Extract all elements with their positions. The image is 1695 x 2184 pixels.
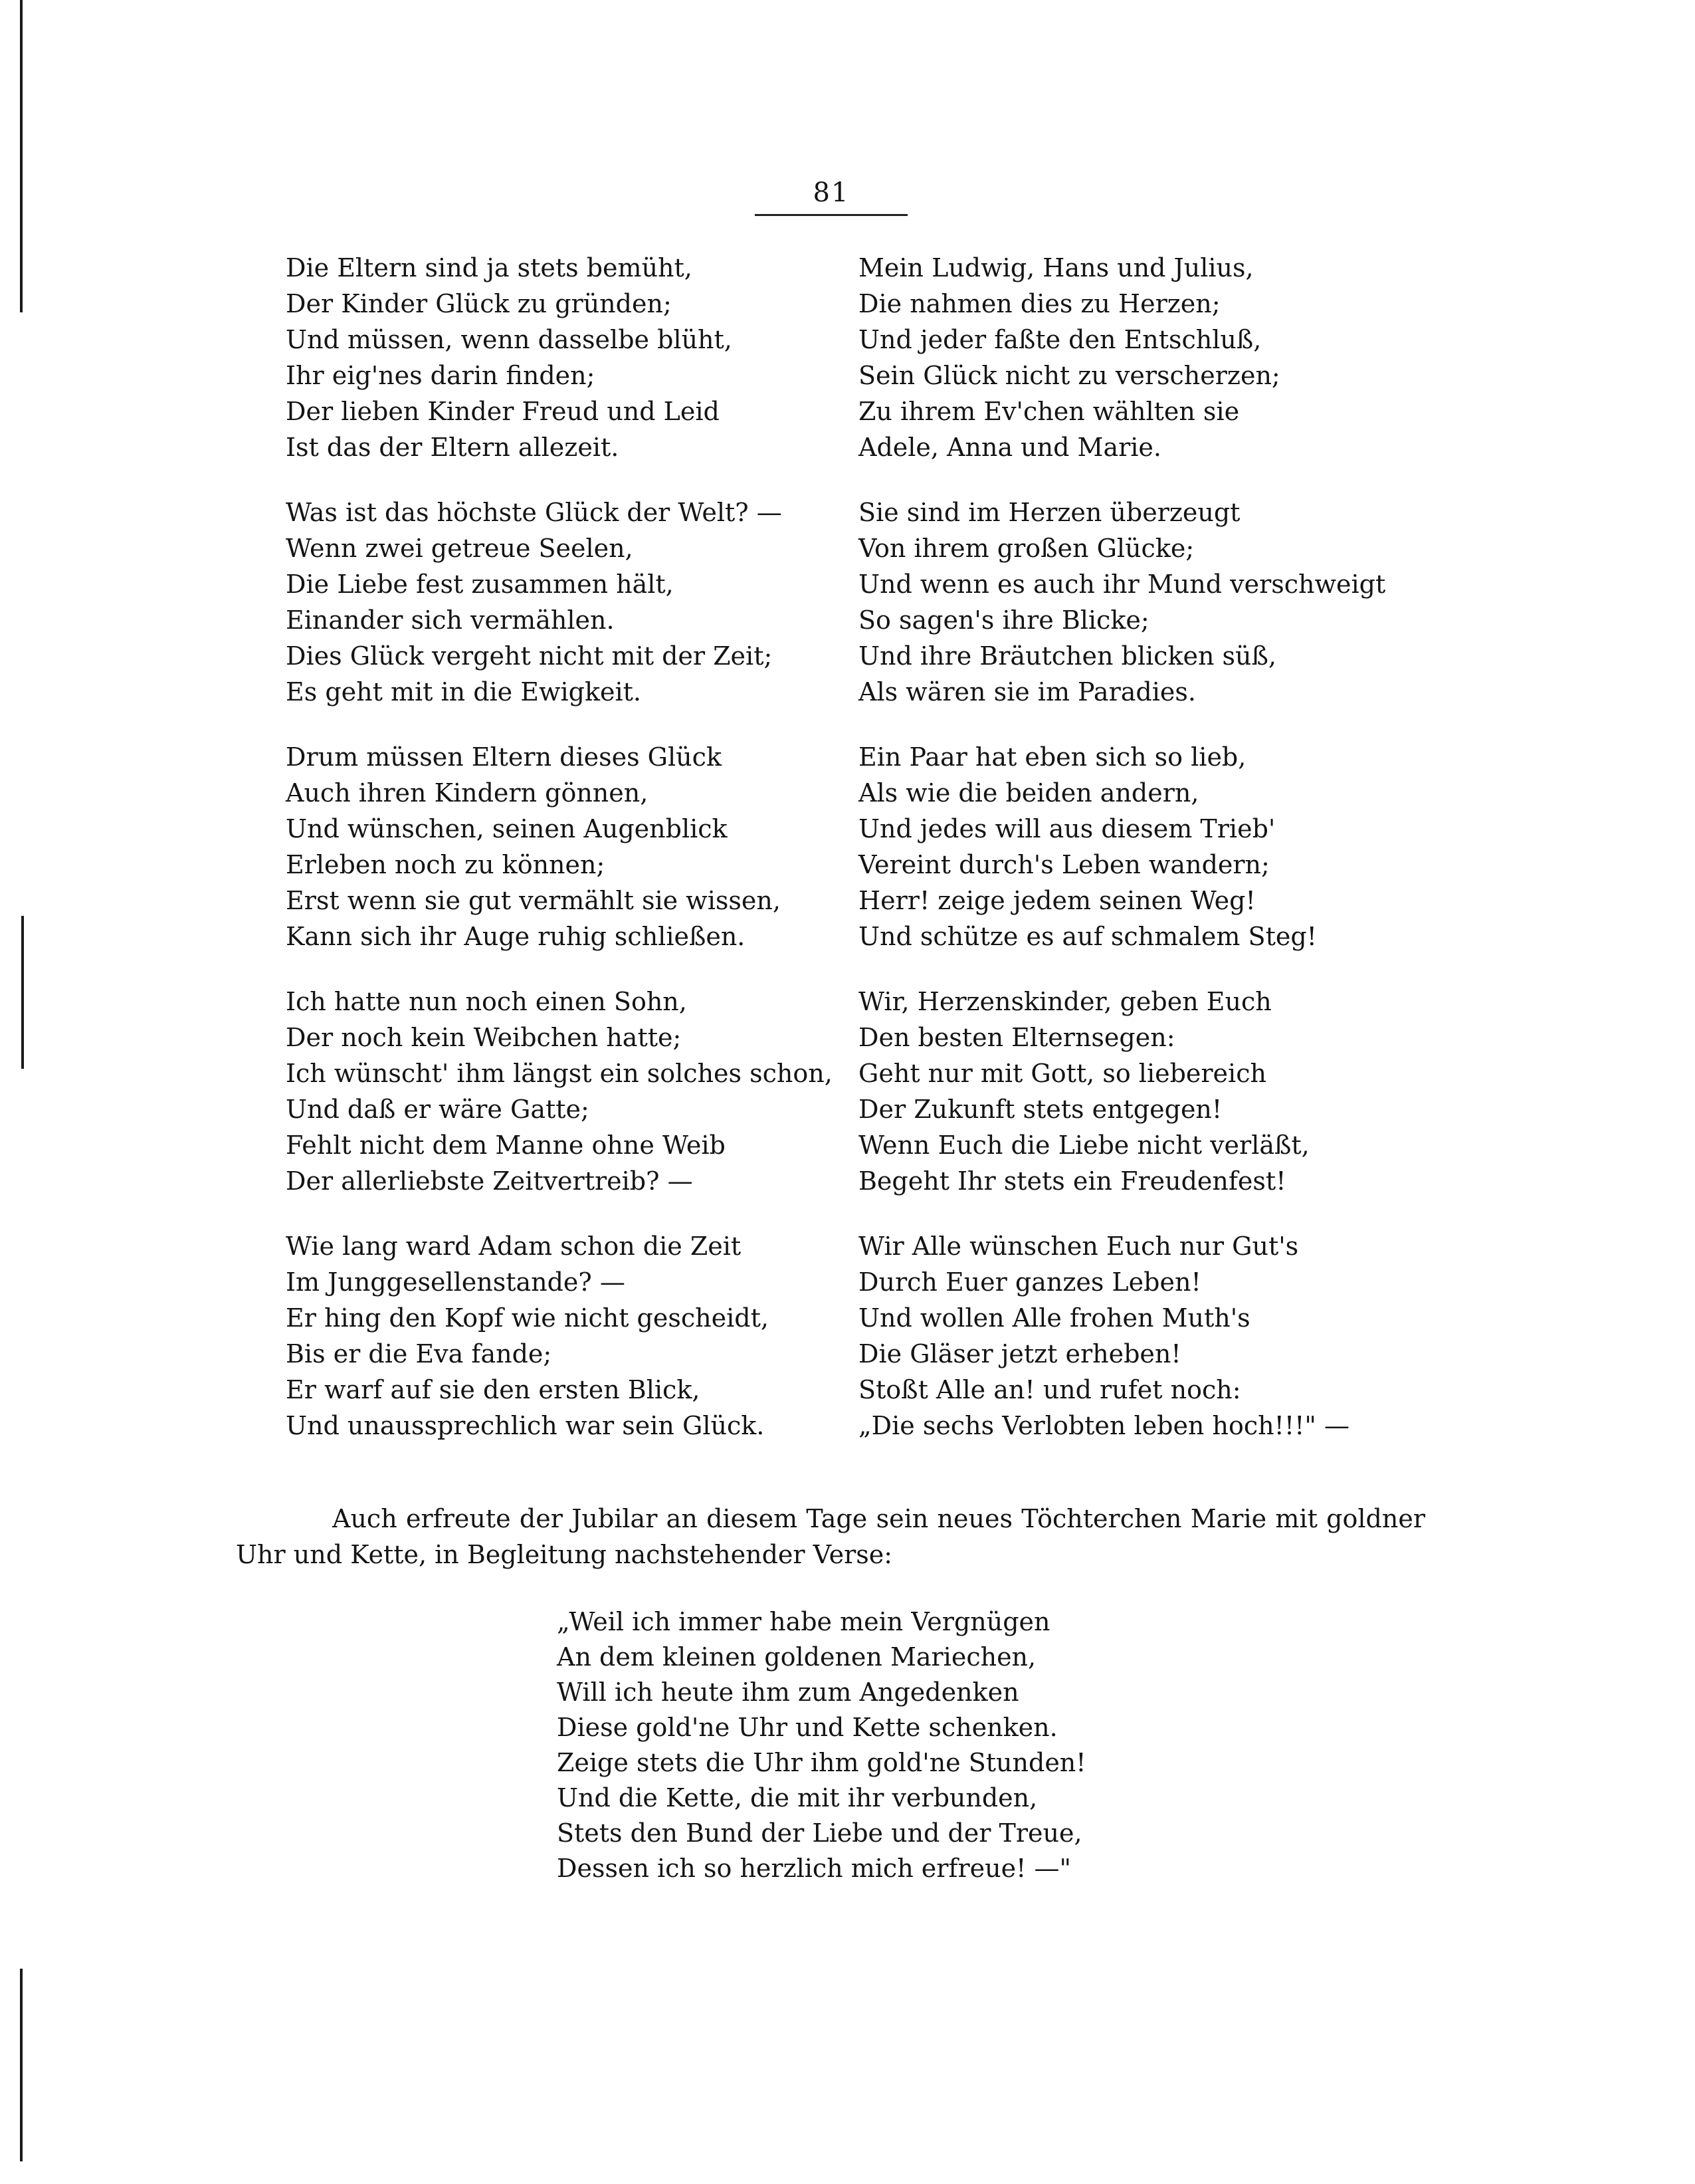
verse-line: Mein Ludwig, Hans und Julius, (858, 253, 1254, 282)
verse-line: Fehlt nicht dem Manne ohne Weib (286, 1131, 726, 1160)
verse-line: An dem kleinen goldenen Mariechen, (557, 1642, 1037, 1672)
right-poem-column (858, 250, 1510, 1473)
verse-line: Ich wünscht' ihm längst ein solches schon, (286, 1059, 833, 1088)
scan-edge-line-bottom (20, 1969, 23, 2161)
stanza (286, 739, 937, 954)
verse-line: Wir, Herzenskinder, geben Euch (858, 987, 1272, 1016)
verse-line: Erleben noch zu können; (286, 850, 605, 879)
stanza (286, 984, 937, 1199)
verse-line: Ich hatte nun noch einen Sohn, (286, 987, 687, 1016)
verse-line: Der lieben Kinder Freud und Leid (286, 397, 720, 426)
verse-line: Ihr eig'nes darin finden; (286, 361, 595, 390)
verse-line: Geht nur mit Gott, so liebereich (858, 1059, 1266, 1088)
left-poem-column (286, 250, 937, 1473)
verse-line: Vereint durch's Leben wandern; (858, 850, 1270, 879)
verse-line: Er hing den Kopf wie nicht gescheidt, (286, 1303, 769, 1333)
verse-line: Als wie die beiden andern, (858, 778, 1199, 808)
verse-line: Will ich heute ihm zum Angedenken (557, 1678, 1019, 1707)
verse-line: Und jeder faßte den Entschluß, (858, 325, 1262, 354)
verse-line: Bis er die Eva fande; (286, 1339, 552, 1368)
verse-line: Die Eltern sind ja stets bemüht, (286, 253, 692, 282)
verse-line: Erst wenn sie gut vermählt sie wissen, (286, 886, 781, 915)
verse-line: Stets den Bund der Liebe und der Treue, (557, 1818, 1082, 1848)
stanza (858, 984, 1510, 1199)
verse-line: Begeht Ihr stets ein Freudenfest! (858, 1166, 1286, 1196)
verse-line: Und wünschen, seinen Augenblick (286, 814, 728, 843)
verse-line: Und ihre Bräutchen blicken süß, (858, 641, 1276, 671)
stanza (286, 494, 937, 710)
header-rule (755, 214, 908, 216)
dedication-poem (557, 1604, 1086, 1886)
stanza (286, 250, 937, 465)
verse-line: Dessen ich so herzlich mich erfreue! —" (557, 1854, 1071, 1883)
verse-line: Sein Glück nicht zu verscherzen; (858, 361, 1280, 390)
verse-line: Einander sich vermählen. (286, 605, 615, 635)
verse-line: Den besten Elternsegen: (858, 1023, 1175, 1052)
verse-line: Die Gläser jetzt erheben! (858, 1339, 1181, 1368)
verse-line: Dies Glück vergeht nicht mit der Zeit; (286, 641, 773, 671)
stanza (858, 250, 1510, 465)
verse-line: Als wären sie im Paradies. (858, 677, 1196, 707)
verse-line: Von ihrem großen Glücke; (858, 534, 1195, 563)
verse-line: „Die sechs Verlobten leben hoch!!!" — (858, 1411, 1349, 1440)
verse-line: Ist das der Eltern allezeit. (286, 433, 619, 462)
verse-line: Wie lang ward Adam schon die Zeit (286, 1232, 742, 1261)
verse-line: Die nahmen dies zu Herzen; (858, 289, 1221, 318)
verse-line: Und die Kette, die mit ihr verbunden, (557, 1783, 1038, 1812)
verse-line: Und wenn es auch ihr Mund verschweigt (858, 570, 1386, 599)
verse-line: Wir Alle wünschen Euch nur Gut's (858, 1232, 1299, 1261)
page-header (755, 177, 908, 209)
verse-line: Und jedes will aus diesem Trieb' (858, 814, 1276, 843)
stanza (858, 494, 1510, 710)
verse-line: Durch Euer ganzes Leben! (858, 1267, 1201, 1297)
scan-edge-line-mid (21, 916, 24, 1069)
prose-paragraph (236, 1501, 1425, 1573)
verse-line: Was ist das höchste Glück der Welt? — (286, 498, 782, 527)
verse-line: Stoßt Alle an! und rufet noch: (858, 1375, 1241, 1404)
verse-line: Wenn zwei getreue Seelen, (286, 534, 633, 563)
verse-line: Er warf auf sie den ersten Blick, (286, 1375, 700, 1404)
verse-line: Die Liebe fest zusammen hält, (286, 570, 674, 599)
verse-line: Und müssen, wenn dasselbe blüht, (286, 325, 732, 354)
stanza (286, 1228, 937, 1444)
verse-line: Der allerliebste Zeitvertreib? — (286, 1166, 693, 1196)
prose-text: Auch erfreute der Jubilar an diesem Tage sein neues Töchterchen Marie mit goldner Uhr und Kette, in Begleitung nachstehender Verse: (236, 1504, 1425, 1569)
scan-edge-line-top (20, 0, 23, 312)
verse-line: Sie sind im Herzen überzeugt (858, 498, 1241, 527)
verse-line: Adele, Anna und Marie. (858, 433, 1161, 462)
verse-line: Herr! zeige jedem seinen Weg! (858, 886, 1256, 915)
verse-line: So sagen's ihre Blicke; (858, 605, 1149, 635)
verse-line: Auch ihren Kindern gönnen, (286, 778, 648, 808)
verse-line: Zeige stets die Uhr ihm gold'ne Stunden! (557, 1748, 1086, 1777)
verse-line: Wenn Euch die Liebe nicht verläßt, (858, 1131, 1310, 1160)
verse-line: Und unaussprechlich war sein Glück. (286, 1411, 765, 1440)
verse-line: Der noch kein Weibchen hatte; (286, 1023, 682, 1052)
verse-line: Der Zukunft stets entgegen! (858, 1095, 1223, 1124)
page-number: 81 (813, 177, 850, 208)
verse-line: „Weil ich immer habe mein Vergnügen (557, 1607, 1050, 1636)
verse-line: Kann sich ihr Auge ruhig schließen. (286, 922, 746, 951)
verse-line: Und daß er wäre Gatte; (286, 1095, 589, 1124)
verse-line: Es geht mit in die Ewigkeit. (286, 677, 642, 707)
verse-line: Drum müssen Eltern dieses Glück (286, 742, 722, 772)
verse-line: Der Kinder Glück zu gründen; (286, 289, 672, 318)
verse-line: Diese gold'ne Uhr und Kette schenken. (557, 1713, 1058, 1742)
verse-line: Und wollen Alle frohen Muth's (858, 1303, 1250, 1333)
verse-line: Und schütze es auf schmalem Steg! (858, 922, 1317, 951)
verse-line: Zu ihrem Ev'chen wählten sie (858, 397, 1240, 426)
stanza (858, 1228, 1510, 1444)
verse-line: Im Junggesellenstande? — (286, 1267, 625, 1297)
verse-line: Ein Paar hat eben sich so lieb, (858, 742, 1246, 772)
stanza (858, 739, 1510, 954)
